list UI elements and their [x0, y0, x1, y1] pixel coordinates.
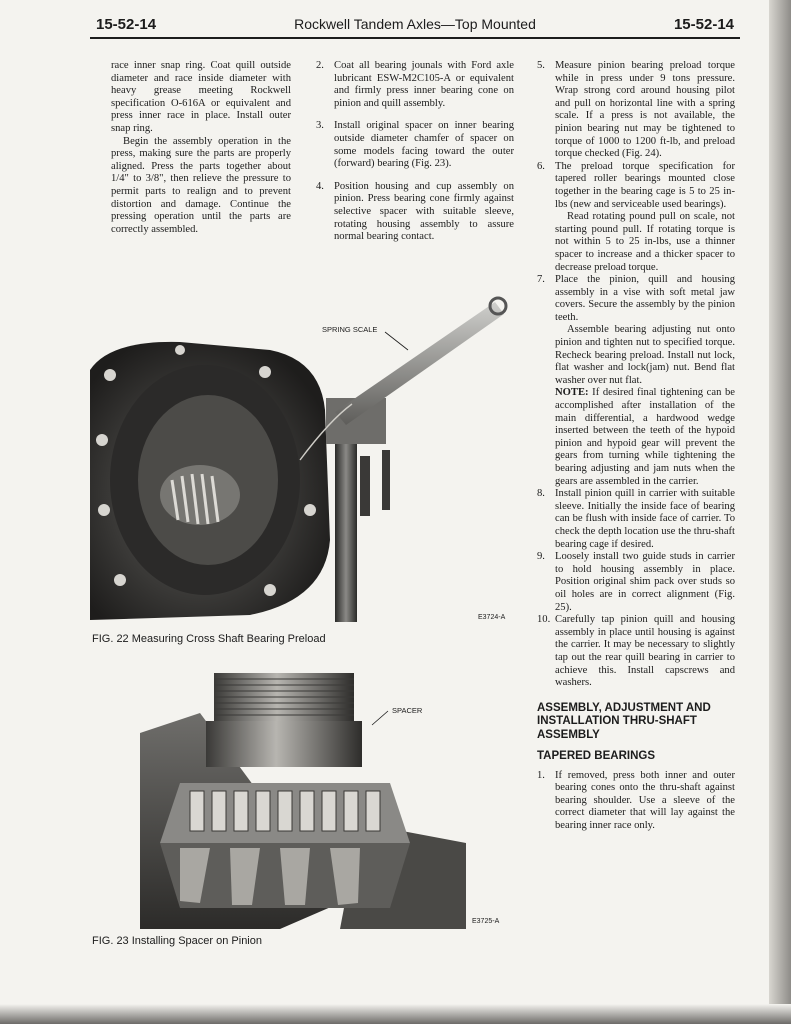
text-column-2 — [316, 60, 514, 254]
page-title: Rockwell Tandem Axles—Top Mounted — [294, 16, 536, 32]
fig22-photo — [90, 280, 514, 622]
page-number-right: 15-52-14 — [673, 16, 734, 33]
list-item: 2. Coat all bearing jounals with Ford axle lubricant ESW-M2C105-A or equivalent and firmly press inner bearing cone on pinion and quill assembly. — [316, 60, 514, 109]
list-item: 1. If removed, press both inner and outer bearing cones onto the thru-shaft against bearing shoulder. Use a sleeve of the correct diameter that will lay against the bearing inner race only. — [537, 769, 735, 832]
fig23-callout: SPACER — [392, 706, 423, 715]
paragraph: Read rotating pound pull on scale, not starting pound pull. If rotating torque is not within 5 to 25 in-lbs, use a thinner spacer to increase and a thicker spacer to decrease preload torque. — [555, 211, 735, 273]
page-header — [96, 10, 734, 38]
list-item: 10. Carefully tap pinion quill and housing assembly in place until housing is against the carrier. It may be necessary to slightly tap out the rear quill bearing in carrier to achieve this. Install capscrews and washers. — [537, 614, 735, 689]
list-item: 9. Loosely install two guide studs in carrier to hold housing assembly in place. Position original shim pack over studs so oil holes are in correct alignment (Fig. 25). — [537, 551, 735, 613]
page-edge-shadow — [769, 0, 791, 1024]
text-column-1 — [111, 60, 291, 236]
list-item: 5. Measure pinion bearing preload torque while in press under 9 tons pressure. Wrap strong cord around housing pilot and pull on horizontal line with a spring scale. If a press is not available, the pinion bearing nut may be tightened to torque of 1000 to 1200 ft-lb, and preload torque checked (Fig. 24). — [537, 60, 735, 160]
sub-heading: TAPERED BEARINGS — [537, 750, 655, 763]
list-item: 8. Install pinion quill in carrier with suitable sleeve. Initially the inside face of bearing can be flush with inside face of carrier. To check the depth location use the thru-shaft bearing cage if desired. — [537, 488, 735, 550]
list-item: 7. Place the pinion, quill and housing assembly in a vise with soft metal jaw covers. Secure the assembly by the pinion teeth. — [537, 274, 735, 323]
text-column-3 — [537, 60, 735, 833]
header-rule — [90, 37, 740, 39]
fig23-code: E3725-A — [472, 918, 500, 925]
section-heading: ASSEMBLY, ADJUSTMENT AND INSTALLATION THRU-SHAFT ASSEMBLY — [537, 701, 711, 741]
page-bottom-shadow — [0, 1004, 791, 1024]
list-item: 4. Position housing and cup assembly on pinion. Press bearing cone firmly against selective spacer with suitable sleeve, rotating housing assembly to assure normal bearing contact. — [316, 180, 514, 243]
fig22-code: E3724-A — [478, 614, 506, 621]
note: NOTE: If desired final tightening can be accomplished after installation of the main differential, a hardwood wedge inserted between the teeth of the hypoid pinion and hypoid gear will prevent the gears from turning while tightening the bearing adjusting and jam nuts when the gears are assembled in the carrier. — [555, 387, 735, 487]
paragraph: Begin the assembly operation in the press, making sure the parts are properly aligned. Press the parts together about 1/4" to 3/8", then relieve the pressure to permit parts to realign and to prevent distortion and damage. Continue the pressing operation until the parts are correctly assembled. — [111, 135, 291, 235]
fig22-caption: FIG. 22 Measuring Cross Shaft Bearing Preload — [92, 633, 326, 645]
note-label: NOTE: — [555, 387, 589, 399]
page-number-left: 15-52-14 — [96, 16, 157, 33]
fig22-callout: SPRING SCALE — [322, 325, 378, 334]
list-item: 6. The preload torque specification for tapered roller bearings mounted close together in the bearing cage is 5 to 25 in-lbs (new and serviceable used bearings). — [537, 160, 735, 210]
paragraph: Assemble bearing adjusting nut onto pinion and tighten nut to specified torque. Recheck bearing preload. Install nut lock, flat washer and lock(jam) nut. Bend flat washer over nut flat. — [555, 324, 735, 386]
list-item: 3. Install original spacer on inner bearing outside diameter chamfer of spacer on some models facing toward the outer (forward) bearing (Fig. 23). — [316, 120, 514, 170]
paragraph: race inner snap ring. Coat quill outside diameter and race inside diameter with heavy grease meeting Rockwell specification O-616A or equivalent and press inner race in place. Install outer snap ring. — [111, 60, 291, 134]
fig23-caption: FIG. 23 Installing Spacer on Pinion — [92, 935, 262, 947]
